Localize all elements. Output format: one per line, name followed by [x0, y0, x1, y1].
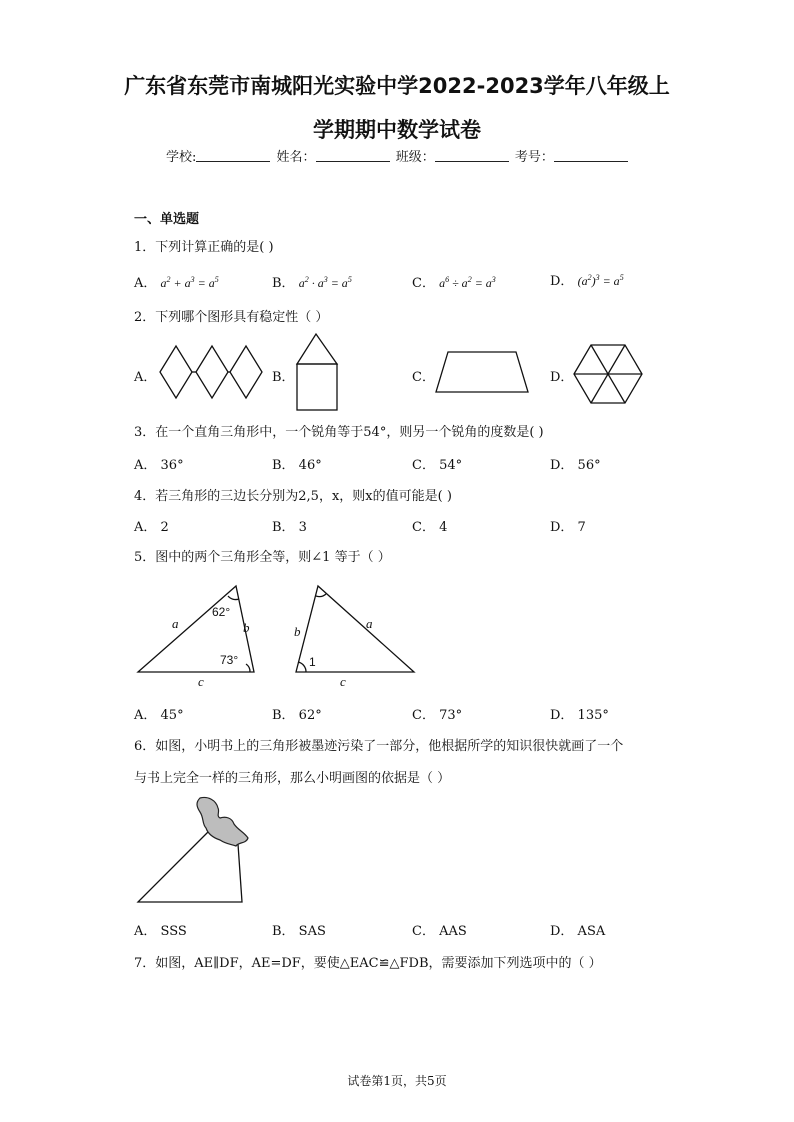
- q1-option-d: D． $(a^2)^3 = a^5$: [550, 273, 624, 289]
- q5-right-label-b: b: [294, 624, 301, 639]
- q5-triangle-left: [134, 580, 264, 688]
- q1-option-b: B． $a^2 \cdot a^3 = a^5$: [272, 275, 352, 291]
- section-title: 一、单选题: [134, 212, 200, 227]
- exam-number-label: 考号：: [514, 150, 554, 165]
- q2-figure-b-house: [294, 332, 344, 414]
- q2-letter-a: A．: [134, 370, 157, 385]
- school-label: 学校:: [166, 150, 197, 165]
- page-footer: 试卷第1页，共5页: [347, 1074, 447, 1088]
- q4-option-a: A． 2: [134, 520, 169, 535]
- q5-left-angle-62: 62°: [212, 605, 231, 619]
- q5-option-d: D． 135°: [550, 708, 609, 723]
- class-blank: [435, 149, 509, 162]
- q2-stem: 2．下列哪个图形具有稳定性（ ）: [134, 310, 329, 325]
- q5-right-angle-1: 1: [309, 655, 316, 669]
- q7-stem: 7．如图，AE∥DF，AE=DF，要使△EAC≌△FDB，需要添加下列选项中的（ ）: [134, 956, 602, 971]
- q6-stem-line1: 6．如图，小明书上的三角形被墨迹污染了一部分，他根据所学的知识很快就画了一个: [134, 739, 624, 754]
- q3-stem: 3．在一个直角三角形中，一个锐角等于54°，则另一个锐角的度数是( ): [134, 425, 544, 440]
- q6-stem-line2: 与书上完全一样的三角形，那么小明画图的依据是（ ）: [134, 771, 451, 786]
- q5-stem: 5．图中的两个三角形全等，则∠1 等于（ ）: [134, 550, 391, 565]
- page-title-line1: 广东省东莞市南城阳光实验中学2022-2023学年八年级上: [124, 74, 670, 98]
- q5-option-c: C． 73°: [412, 708, 463, 723]
- q1-option-c: C． $a^6 \div a^2 = a^3$: [412, 275, 496, 291]
- q4-option-c: C． 4: [412, 520, 448, 535]
- q5-option-b: B． 62°: [272, 708, 322, 723]
- page-title-line2: 学期期中数学试卷: [313, 118, 481, 142]
- name-label: 姓名：: [276, 150, 316, 165]
- student-info-row: [166, 146, 630, 165]
- q4-option-d: D． 7: [550, 520, 586, 535]
- class-label: 班级：: [395, 150, 435, 165]
- q4-stem: 4．若三角形的三边长分别为2,5，x，则x的值可能是( ): [134, 489, 452, 504]
- q2-figure-d-hexagon: [572, 342, 646, 406]
- q1-option-a: A． $a^2 + a^3 = a^5$: [134, 275, 219, 291]
- q2-figure-c-trapezoid: [432, 348, 532, 396]
- q5-right-label-a: a: [366, 616, 373, 631]
- q5-option-a: A． 45°: [134, 708, 184, 723]
- q6-option-d: D． ASA: [550, 924, 606, 939]
- ink-stain-icon: [197, 797, 248, 846]
- q5-left-label-b: b: [243, 620, 250, 635]
- q3-option-d: D． 56°: [550, 458, 601, 473]
- q2-figure-a-diamonds: [158, 344, 268, 400]
- name-blank: [316, 149, 390, 162]
- q5-left-label-c: c: [198, 674, 204, 689]
- q6-option-a: A． SSS: [134, 924, 187, 939]
- q5-triangle-right: [290, 580, 420, 688]
- q6-option-c: C． AAS: [412, 924, 467, 939]
- q1-stem: 1．下列计算正确的是( ): [134, 240, 274, 255]
- q2-letter-c: C．: [412, 370, 435, 385]
- q2-letter-d: D．: [550, 370, 574, 385]
- q5-left-label-a: a: [172, 616, 179, 631]
- q5-right-label-c: c: [340, 674, 346, 689]
- q3-option-c: C． 54°: [412, 458, 463, 473]
- q5-left-angle-73: 73°: [220, 653, 239, 667]
- q3-option-b: B． 46°: [272, 458, 322, 473]
- school-blank: [196, 149, 270, 162]
- q6-option-b: B． SAS: [272, 924, 326, 939]
- q4-option-b: B． 3: [272, 520, 307, 535]
- q2-letter-b: B．: [272, 370, 295, 385]
- q3-option-a: A． 36°: [134, 458, 184, 473]
- q6-stained-triangle: [134, 794, 254, 908]
- exam-number-blank: [554, 149, 628, 162]
